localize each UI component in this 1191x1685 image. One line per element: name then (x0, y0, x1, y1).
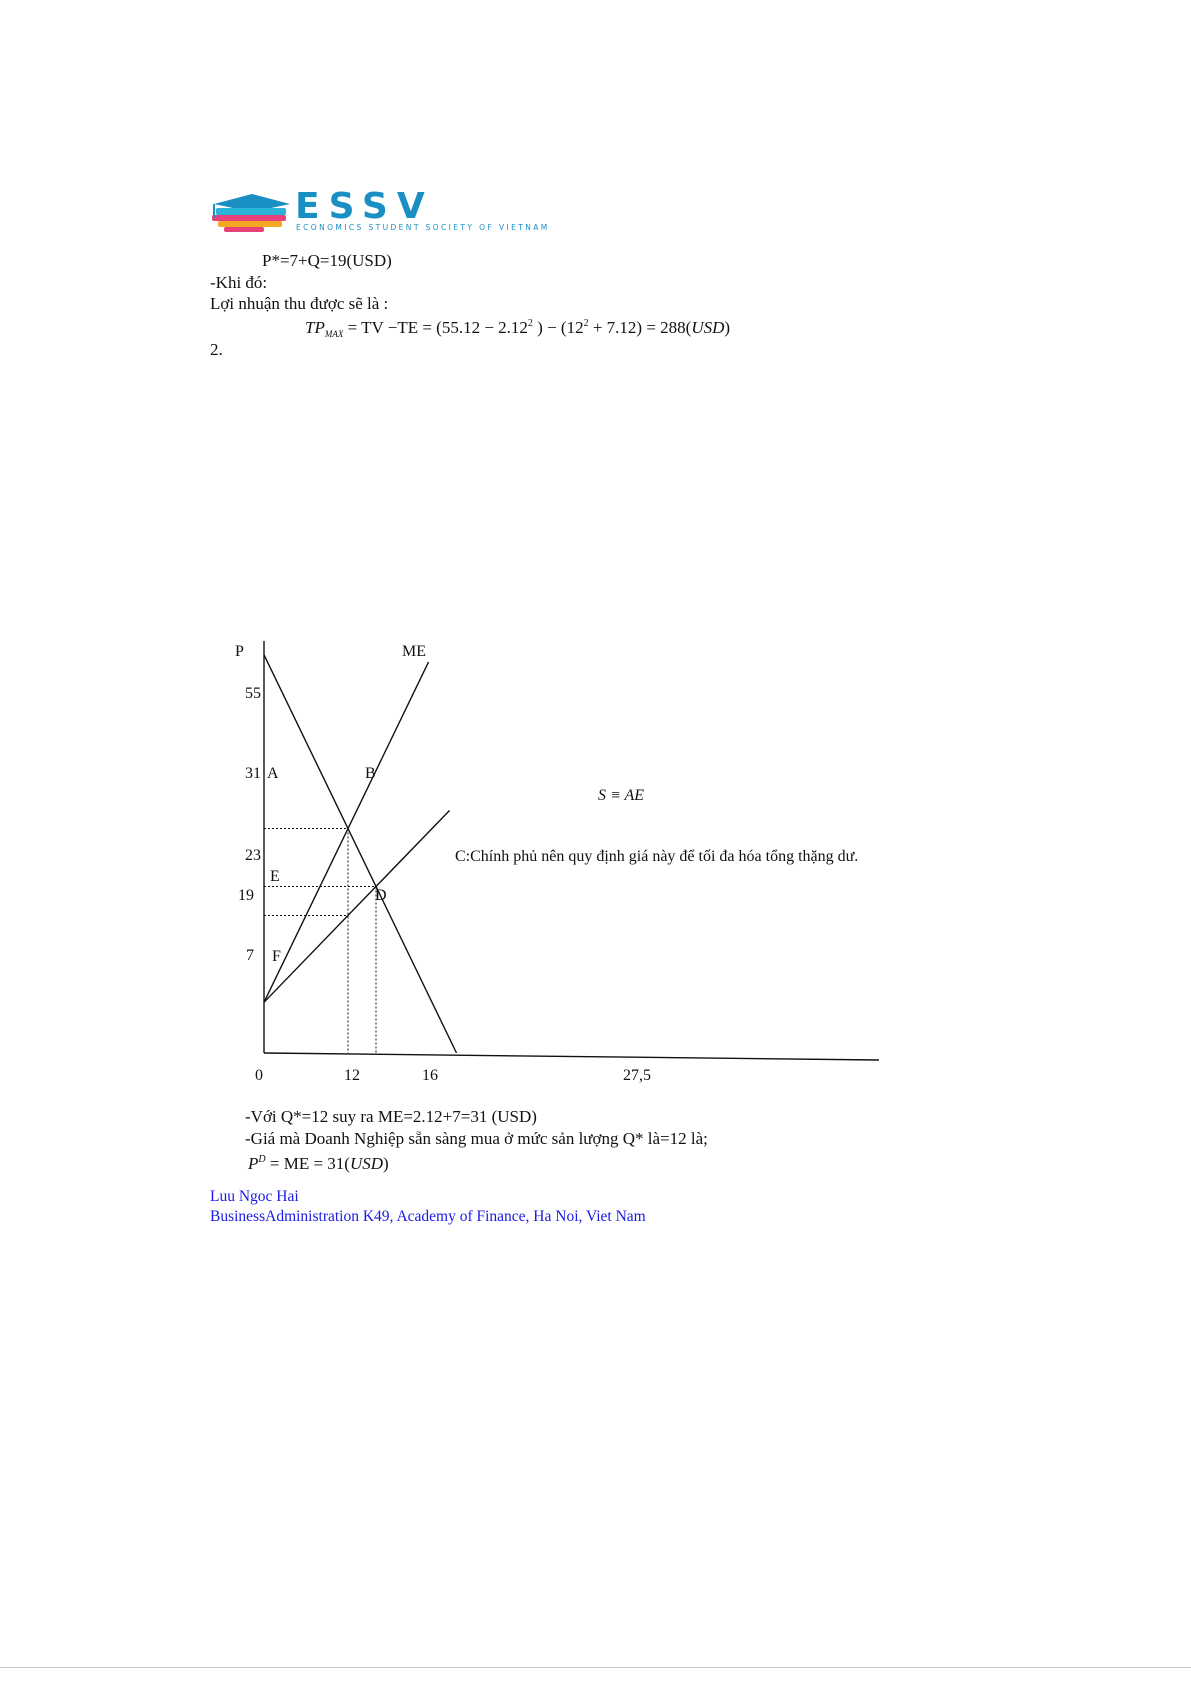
when-line: -Khi đó: (210, 273, 268, 292)
price-line: P*=7+Q=19(USD) (262, 251, 392, 270)
y-tick-label: 19 (238, 887, 254, 904)
footer-affiliation: BusinessAdministration K49, Academy of Finance, Ha Noi, Viet Nam (210, 1208, 646, 1225)
profit-line: Lợi nhuận thu được sẽ là : (210, 294, 389, 313)
pd-formula (248, 1150, 389, 1174)
y-axis-label: P (235, 643, 244, 660)
x-axis (264, 1053, 879, 1060)
logo-subtitle: ECONOMICS STUDENT SOCIETY OF VIETNAM (296, 223, 550, 232)
profit-sq2: 2 (583, 318, 589, 329)
point-label-b: B (365, 765, 376, 782)
profit-unit: USD (691, 318, 725, 337)
pd-p: P (248, 1154, 259, 1173)
dotted-guides (264, 829, 376, 1053)
profit-lhs: TP (305, 318, 325, 337)
y-tick-label: 31 (245, 765, 261, 782)
section-number: 2. (210, 340, 223, 359)
footer-author: Luu Ngoc Hai (210, 1188, 299, 1205)
page-bottom-rule (0, 1667, 1191, 1668)
supply-ae-line (264, 810, 450, 1002)
pd-sup: D (258, 1154, 266, 1165)
y-tick-label: 7 (246, 947, 254, 964)
annotation-c: C:Chính phủ nên quy định giá này để tối đa hóa tổng thặng dư. (455, 848, 859, 865)
x-tick-label: 16 (422, 1067, 438, 1084)
pd-close: ) (383, 1154, 389, 1173)
x-tick-label: 0 (255, 1067, 263, 1084)
y-tick-label: 23 (245, 847, 261, 864)
pd-unit: USD (349, 1154, 384, 1173)
pd-middle: = ME = 31( (265, 1154, 350, 1173)
point-label-d: D (375, 887, 387, 904)
after-line-2: -Giá mà Doanh Nghiệp sẵn sàng mua ở mức sản lượng Q* là=12 là; (245, 1129, 708, 1148)
me-label: ME (402, 643, 426, 660)
profit-lhs-sub: MAX (324, 329, 344, 339)
point-label-f: F (272, 948, 281, 965)
point-label-e: E (270, 868, 280, 885)
profit-part3: + 7.12) = 288( (588, 318, 692, 337)
x-tick-label: 27,5 (623, 1067, 651, 1084)
supply-label: S ≡ AE (598, 787, 645, 804)
profit-part2: ) − (12 (532, 318, 584, 337)
profit-middle: = TV −TE = (55.12 − 2.12 (343, 318, 528, 337)
logo-wordmark: ESSV (295, 186, 434, 227)
series-lines (264, 655, 457, 1053)
me-line (264, 662, 429, 1002)
after-line-1: -Với Q*=12 suy ra ME=2.12+7=31 (USD) (245, 1107, 537, 1126)
y-tick-label: 55 (245, 685, 261, 702)
profit-sq1: 2 (527, 318, 533, 329)
point-label-a: A (267, 765, 279, 782)
x-tick-label: 12 (344, 1067, 360, 1084)
profit-close: ) (724, 318, 731, 337)
demand-line (264, 655, 457, 1053)
